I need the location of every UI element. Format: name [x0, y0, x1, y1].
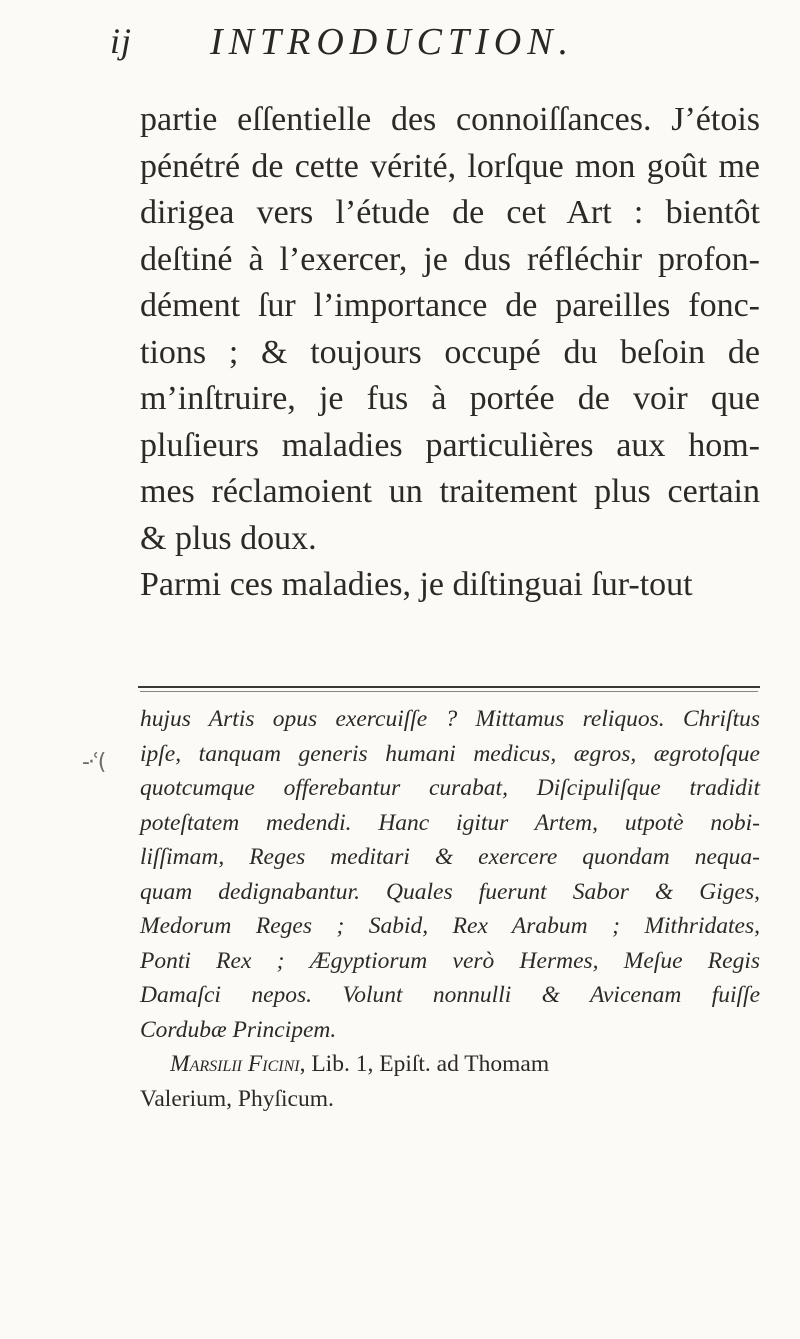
- note-line: Ponti Rex ; Ægyptiorum verò Hermes, Meſue Regis: [140, 947, 760, 974]
- note-line: Medorum Reges ; Sabid, Rex Arabum ; Mithridates,: [140, 913, 760, 939]
- page-number: ij: [110, 21, 133, 61]
- text-line: [140, 562, 760, 609]
- note-line: Damaſci nepos. Volunt nonnulli & Avicenam fuiſſe: [140, 982, 760, 1008]
- text-line: pluſieurs maladies particulières aux hom-: [140, 426, 760, 464]
- note-line: quotcumque offerebantur curabat, Diſcipuliſque tradidit: [140, 775, 760, 801]
- note-line: poteſtatem medendi. Hanc igitur Artem, utpotè nobi-: [140, 809, 760, 836]
- text-line: deſtiné à l’exercer, je dus réfléchir profon-: [140, 240, 760, 278]
- text-line: dément ſur l’importance de pareilles fonc-: [140, 287, 760, 324]
- page-header: [110, 20, 750, 68]
- running-head: INTRODUCTION.: [210, 21, 575, 63]
- text-line: dirigea vers l’étude de cet Art : bientôt: [140, 194, 760, 231]
- footnote-rule: [138, 686, 760, 688]
- footnote-block: [140, 702, 760, 1116]
- citation-continuation: Valerium, Phyſicum.: [140, 1085, 334, 1112]
- citation-line: [140, 1047, 760, 1082]
- margin-mark: -·ʿ(: [82, 750, 105, 775]
- note-line: hujus Artis opus exercuiſſe ? Mittamus reliquos. Chriſtus: [140, 706, 760, 732]
- note-line: quam dedignabantur. Quales fuerunt Sabor & Giges,: [140, 878, 760, 905]
- text-line: pénétré de cette vérité, lorſque mon goût me: [140, 147, 760, 185]
- text-line: partie eſſentielle des connoiſſances. J’étois: [140, 101, 760, 138]
- citation-author: Marsilii Ficini: [170, 1051, 300, 1077]
- main-text: [140, 97, 760, 609]
- text-line: mes réclamoient un traitement plus certain: [140, 473, 760, 510]
- note-line: Cordubæ Principem.: [140, 1016, 337, 1043]
- note-line: ipſe, tanquam generis humani medicus, ægros, ægrotoſque: [140, 740, 760, 767]
- text-line: tions ; & toujours occupé du beſoin de: [140, 333, 760, 371]
- text-line: m’inſtruire, je fus à portée de voir que: [140, 380, 760, 417]
- footnote-rule-thin: [140, 691, 758, 692]
- citation-reference: , Lib. 1, Epiſt. ad Thomam: [299, 1051, 550, 1077]
- paragraph-start: Parmi ces maladies, je diſtinguai ſur-tout: [140, 566, 693, 603]
- text-line: & plus doux.: [140, 519, 317, 557]
- note-line: liſſimam, Reges meditari & exercere quondam nequa-: [140, 844, 760, 870]
